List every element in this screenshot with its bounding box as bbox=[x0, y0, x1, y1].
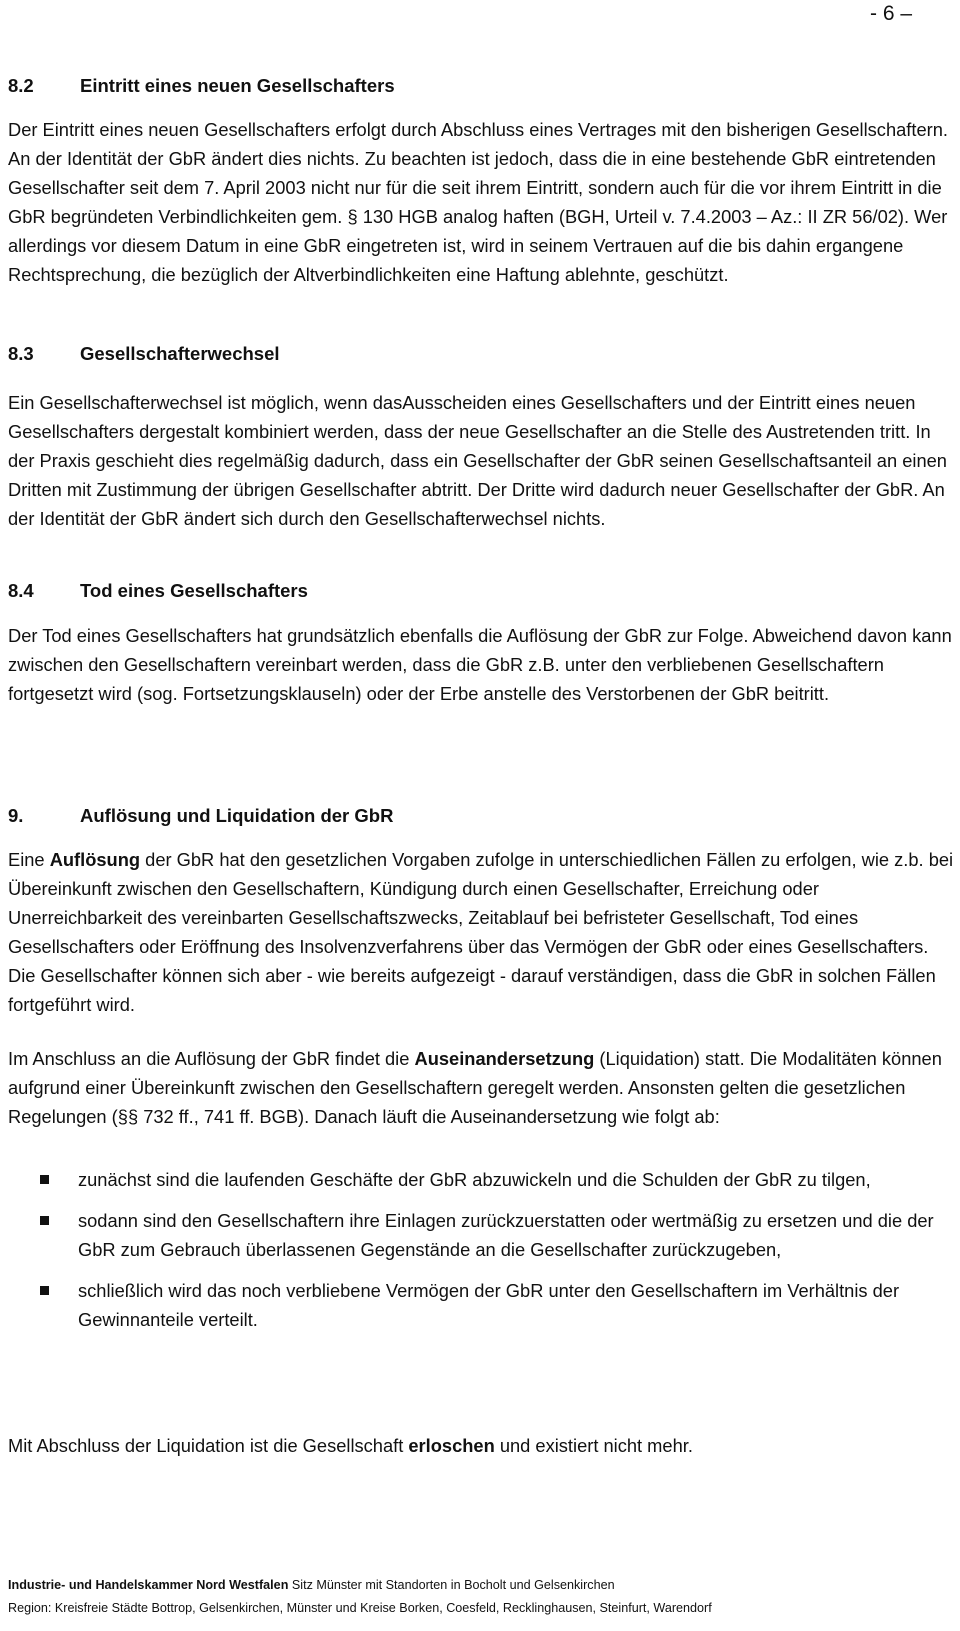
section-number: 9. bbox=[8, 805, 24, 826]
footer-organization: Industrie- und Handelskammer Nord Westfalen bbox=[8, 1578, 289, 1592]
emphasis-term: Auflösung bbox=[49, 849, 141, 870]
paragraph-text: Der Tod eines Gesellschafters hat grundsätzlich ebenfalls die Auflösung der GbR zur Folge. Abweichend davon kann zwischen den Gesellschaftern vereinbart werden, dass die GbR z.B. unter den verbliebenen Gesellschaftern fortgesetzt wird (sog. Fortsetzungsklauseln) oder der Erbe anstelle des Verstorbenen der GbR beitritt. bbox=[8, 625, 952, 704]
square-bullet-icon bbox=[40, 1175, 49, 1184]
section-8-4-body bbox=[8, 622, 958, 709]
section-title: Gesellschafterwechsel bbox=[80, 343, 280, 364]
paragraph-text: Eine bbox=[8, 849, 45, 870]
list-item-text: sodann sind den Gesellschaftern ihre Einlagen zurückzuerstatten oder wertmäßig zu ersetzen und die der GbR zum Gebrauch überlassenen Gegenstände an die Gesellschafter zurückzugeben, bbox=[78, 1209, 934, 1260]
paragraph-sign: §§ bbox=[117, 1105, 139, 1127]
paragraph-text: Ein Gesellschafterwechsel ist möglich, wenn dasAusscheiden eines Gesellschafters und der Eintritt eines neuen Gesellschafters dergestalt kombiniert werden, dass der neue Gesellschafter an die Stelle des Austretenden tritt. In der Praxis geschieht dies regelmäßig dadurch, dass ein Gesellschafter der GbR seinen Gesellschaftsanteil an einen Dritten mit Zustimmung der übrigen Gesellschafter abtritt. Der Dritte wird dadurch neuer Gesellschafter der GbR. An der Identität der GbR ändert sich durch den Gesellschafterwechsel nichts. bbox=[8, 392, 947, 529]
section-9-paragraph-2 bbox=[8, 1045, 958, 1132]
section-8-2-heading bbox=[8, 75, 395, 97]
liquidation-steps-list bbox=[8, 1166, 958, 1347]
paragraph-text: und existiert nicht mehr. bbox=[499, 1435, 693, 1456]
paragraph-sign: § bbox=[347, 205, 358, 227]
footer-seat: Sitz Münster mit Standorten in Bocholt und Gelsenkirchen bbox=[291, 1578, 615, 1592]
section-9-heading bbox=[8, 805, 393, 827]
emphasis-term: erloschen bbox=[408, 1435, 495, 1456]
list-item bbox=[8, 1207, 958, 1265]
section-number: 8.4 bbox=[8, 580, 34, 601]
square-bullet-icon bbox=[40, 1286, 49, 1295]
section-title: Tod eines Gesellschafters bbox=[80, 580, 308, 601]
paragraph-text: Im Anschluss an die Auflösung der GbR findet die bbox=[8, 1048, 410, 1069]
section-8-3-body bbox=[8, 389, 958, 534]
footer-region: Region: Kreisfreie Städte Bottrop, Gelsenkirchen, Münster und Kreise Borken, Coesfeld, Recklinghausen, Steinfurt, Warendorf bbox=[8, 1601, 712, 1615]
page-footer bbox=[8, 1574, 958, 1620]
paragraph-text: (Liquidation) statt. Die Modalitäten können aufgrund einer Übereinkunft zwischen den Gesellschaftern geregelt werden. Ansonsten gelten die gesetzlichen Regelungen ( bbox=[8, 1048, 942, 1127]
section-8-2-body bbox=[8, 116, 958, 289]
paragraph-text: Der Eintritt eines neuen Gesellschafters erfolgt durch Abschluss eines Vertrages mit den bisherigen Gesellschaftern. An der Identität der GbR ändert dies nichts. Zu beachten ist jedoch, dass die in eine bestehende GbR eintretenden Gesellschafter seit dem 7. April 2003 nicht nur für die seit ihrem Eintritt, sondern auch für die vor ihrem Eintritt in die GbR begründeten Verbindlichkeiten gem. bbox=[8, 119, 948, 227]
paragraph-text: der GbR hat den gesetzlichen Vorgaben zufolge in unterschiedlichen Fällen zu erfolgen, wie z.b. bei Übereinkunft zwischen den Gesellschaftern, Kündigung durch einen Gesellschafter, Erreichung oder Unerreichbarkeit des vereinbarten Gesellschaftszwecks, Zeitablauf bei befristeter Gesellschaft, Tod eines Gesellschafters oder Eröffnung des Insolvenzverfahrens über das Vermögen der GbR oder eines Gesellschafters. Die Gesellschafter können sich aber - wie bereits aufgezeigt - darauf verständigen, dass die GbR in solchen Fällen fortgeführt wird. bbox=[8, 849, 954, 1015]
list-item bbox=[8, 1277, 958, 1335]
list-item-text: schließlich wird das noch verbliebene Vermögen der GbR unter den Gesellschaftern im Verhältnis der Gewinnanteile verteilt. bbox=[78, 1279, 900, 1330]
paragraph-text: Mit Abschluss der Liquidation ist die Gesellschaft bbox=[8, 1435, 404, 1456]
page-number: - 6 – bbox=[870, 2, 913, 25]
section-title: Eintritt eines neuen Gesellschafters bbox=[80, 75, 395, 96]
list-item bbox=[8, 1166, 958, 1195]
paragraph-text: 732 ff., 741 ff. BGB). Danach läuft die Auseinandersetzung wie folgt ab: bbox=[143, 1105, 720, 1127]
section-8-3-heading bbox=[8, 343, 280, 365]
list-item-text: zunächst sind die laufenden Geschäfte der GbR abzuwickeln und die Schulden der GbR zu tilgen, bbox=[78, 1169, 871, 1190]
emphasis-term: Auseinandersetzung bbox=[414, 1048, 595, 1069]
section-number: 8.2 bbox=[8, 75, 34, 96]
section-title: Auflösung und Liquidation der GbR bbox=[80, 805, 394, 826]
square-bullet-icon bbox=[40, 1216, 49, 1225]
section-8-4-heading bbox=[8, 580, 308, 602]
section-number: 8.3 bbox=[8, 343, 34, 364]
paragraph-text: 130 HGB analog haften (BGH, Urteil v. 7.4.2003 – Az.: II ZR 56/02). Wer allerdings vor diesem Datum in eine GbR eingetreten ist, wird in seinem Vertrauen auf die bis dahin ergangene Rechtsprechung, die bezüglich der Altverbindlichkeiten eine Haftung ablehnte, geschützt. bbox=[8, 205, 948, 285]
section-9-paragraph-1 bbox=[8, 846, 958, 1019]
section-9-paragraph-3 bbox=[8, 1432, 958, 1461]
